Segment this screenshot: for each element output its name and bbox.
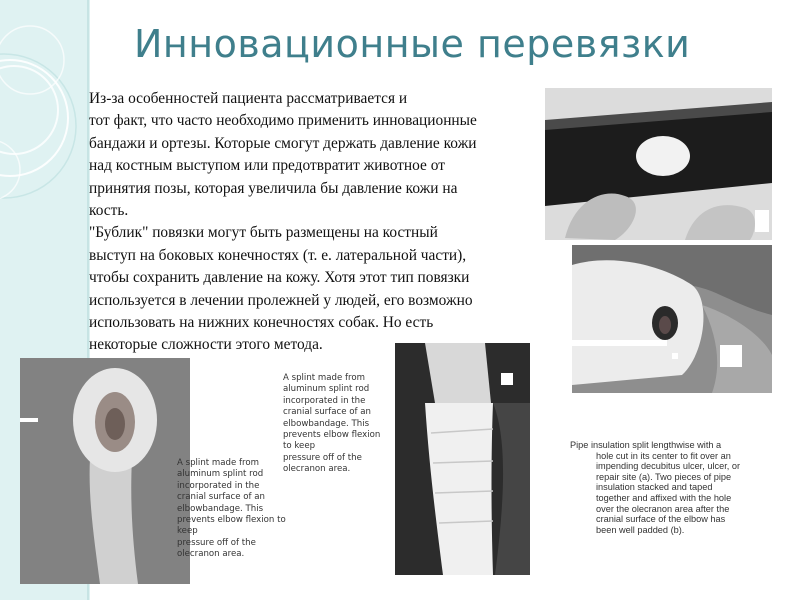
caption-line: together and affixed with the hole [596,492,732,503]
body-line: кость. [89,202,129,220]
caption-line: prevents elbow flexion to [177,515,286,526]
body-line: выступ на боковых конечностях (т. е. латеральной части), [89,246,467,264]
body-line: использовать на нижних конечностях собак. Но есть [89,314,434,332]
caption-line: cranial surface of an [283,407,371,418]
body-line: используется в лечении пролежней у людей, его возможно [89,291,473,309]
photo-pipe-insulation [545,88,772,240]
caption-left-splint [177,458,286,561]
body-line: тот факт, что часто необходимо применить инновационные [89,112,477,130]
caption-line: keep [177,526,198,537]
body-paragraph [89,88,541,357]
body-line: бандажи и ортезы. Которые смогут держать давление кожи [89,134,477,152]
caption-line: olecranon area. [283,464,351,475]
slide-title: Инновационные перевязки [134,22,691,66]
caption-line: Pipe insulation split lengthwise with a [570,440,722,450]
caption-line: pressure off of the [177,537,256,548]
caption-right-pipe-insulation [570,440,770,535]
caption-line: cranial surface of the elbow has [596,514,726,525]
caption-line: to keep [283,441,316,452]
body-line: принятия позы, которая увеличила бы давление кожи на [89,179,458,197]
caption-middle-splint [283,373,380,476]
caption-line: impending decubitus ulcer, ulcer, or [596,461,741,472]
body-line: Из-за особенностей пациента рассматривается и [89,90,408,107]
body-line: чтобы сохранить давление на кожу. Хотя этот тип повязки [89,269,470,287]
caption-line: cranial surface of an [177,492,265,503]
caption-line: over the olecranon area after the [596,503,730,514]
caption-line: aluminum splint rod [177,469,264,480]
photo-donut-bandage [20,358,190,584]
caption-line: elbowbandage. This [177,503,264,514]
photo-splint-bandage [395,343,530,575]
body-line: над костным выступом или предотвратит животное от [89,157,445,175]
caption-line: been well padded (b). [596,524,685,535]
photo-elbow-padding [572,245,772,393]
caption-line: elbowbandage. This [283,418,370,429]
caption-line: repair site (a). Two pieces of pipe [596,471,732,482]
caption-line: A splint made from [177,458,259,468]
caption-line: olecranon area. [177,549,245,560]
caption-line: incorporated in the [177,480,260,491]
caption-line: incorporated in the [283,395,366,406]
body-line: "Бублик" повязки могут быть размещены на костный [89,224,438,242]
caption-line: pressure off of the [283,452,362,463]
caption-line: A splint made from [283,373,365,383]
caption-line: insulation stacked and taped [596,482,713,493]
caption-line: aluminum splint rod [283,384,370,395]
caption-line: hole cut in its center to fit over an [596,450,731,461]
body-line: некоторые сложности этого метода. [89,336,323,354]
caption-line: prevents elbow flexion [283,430,381,441]
